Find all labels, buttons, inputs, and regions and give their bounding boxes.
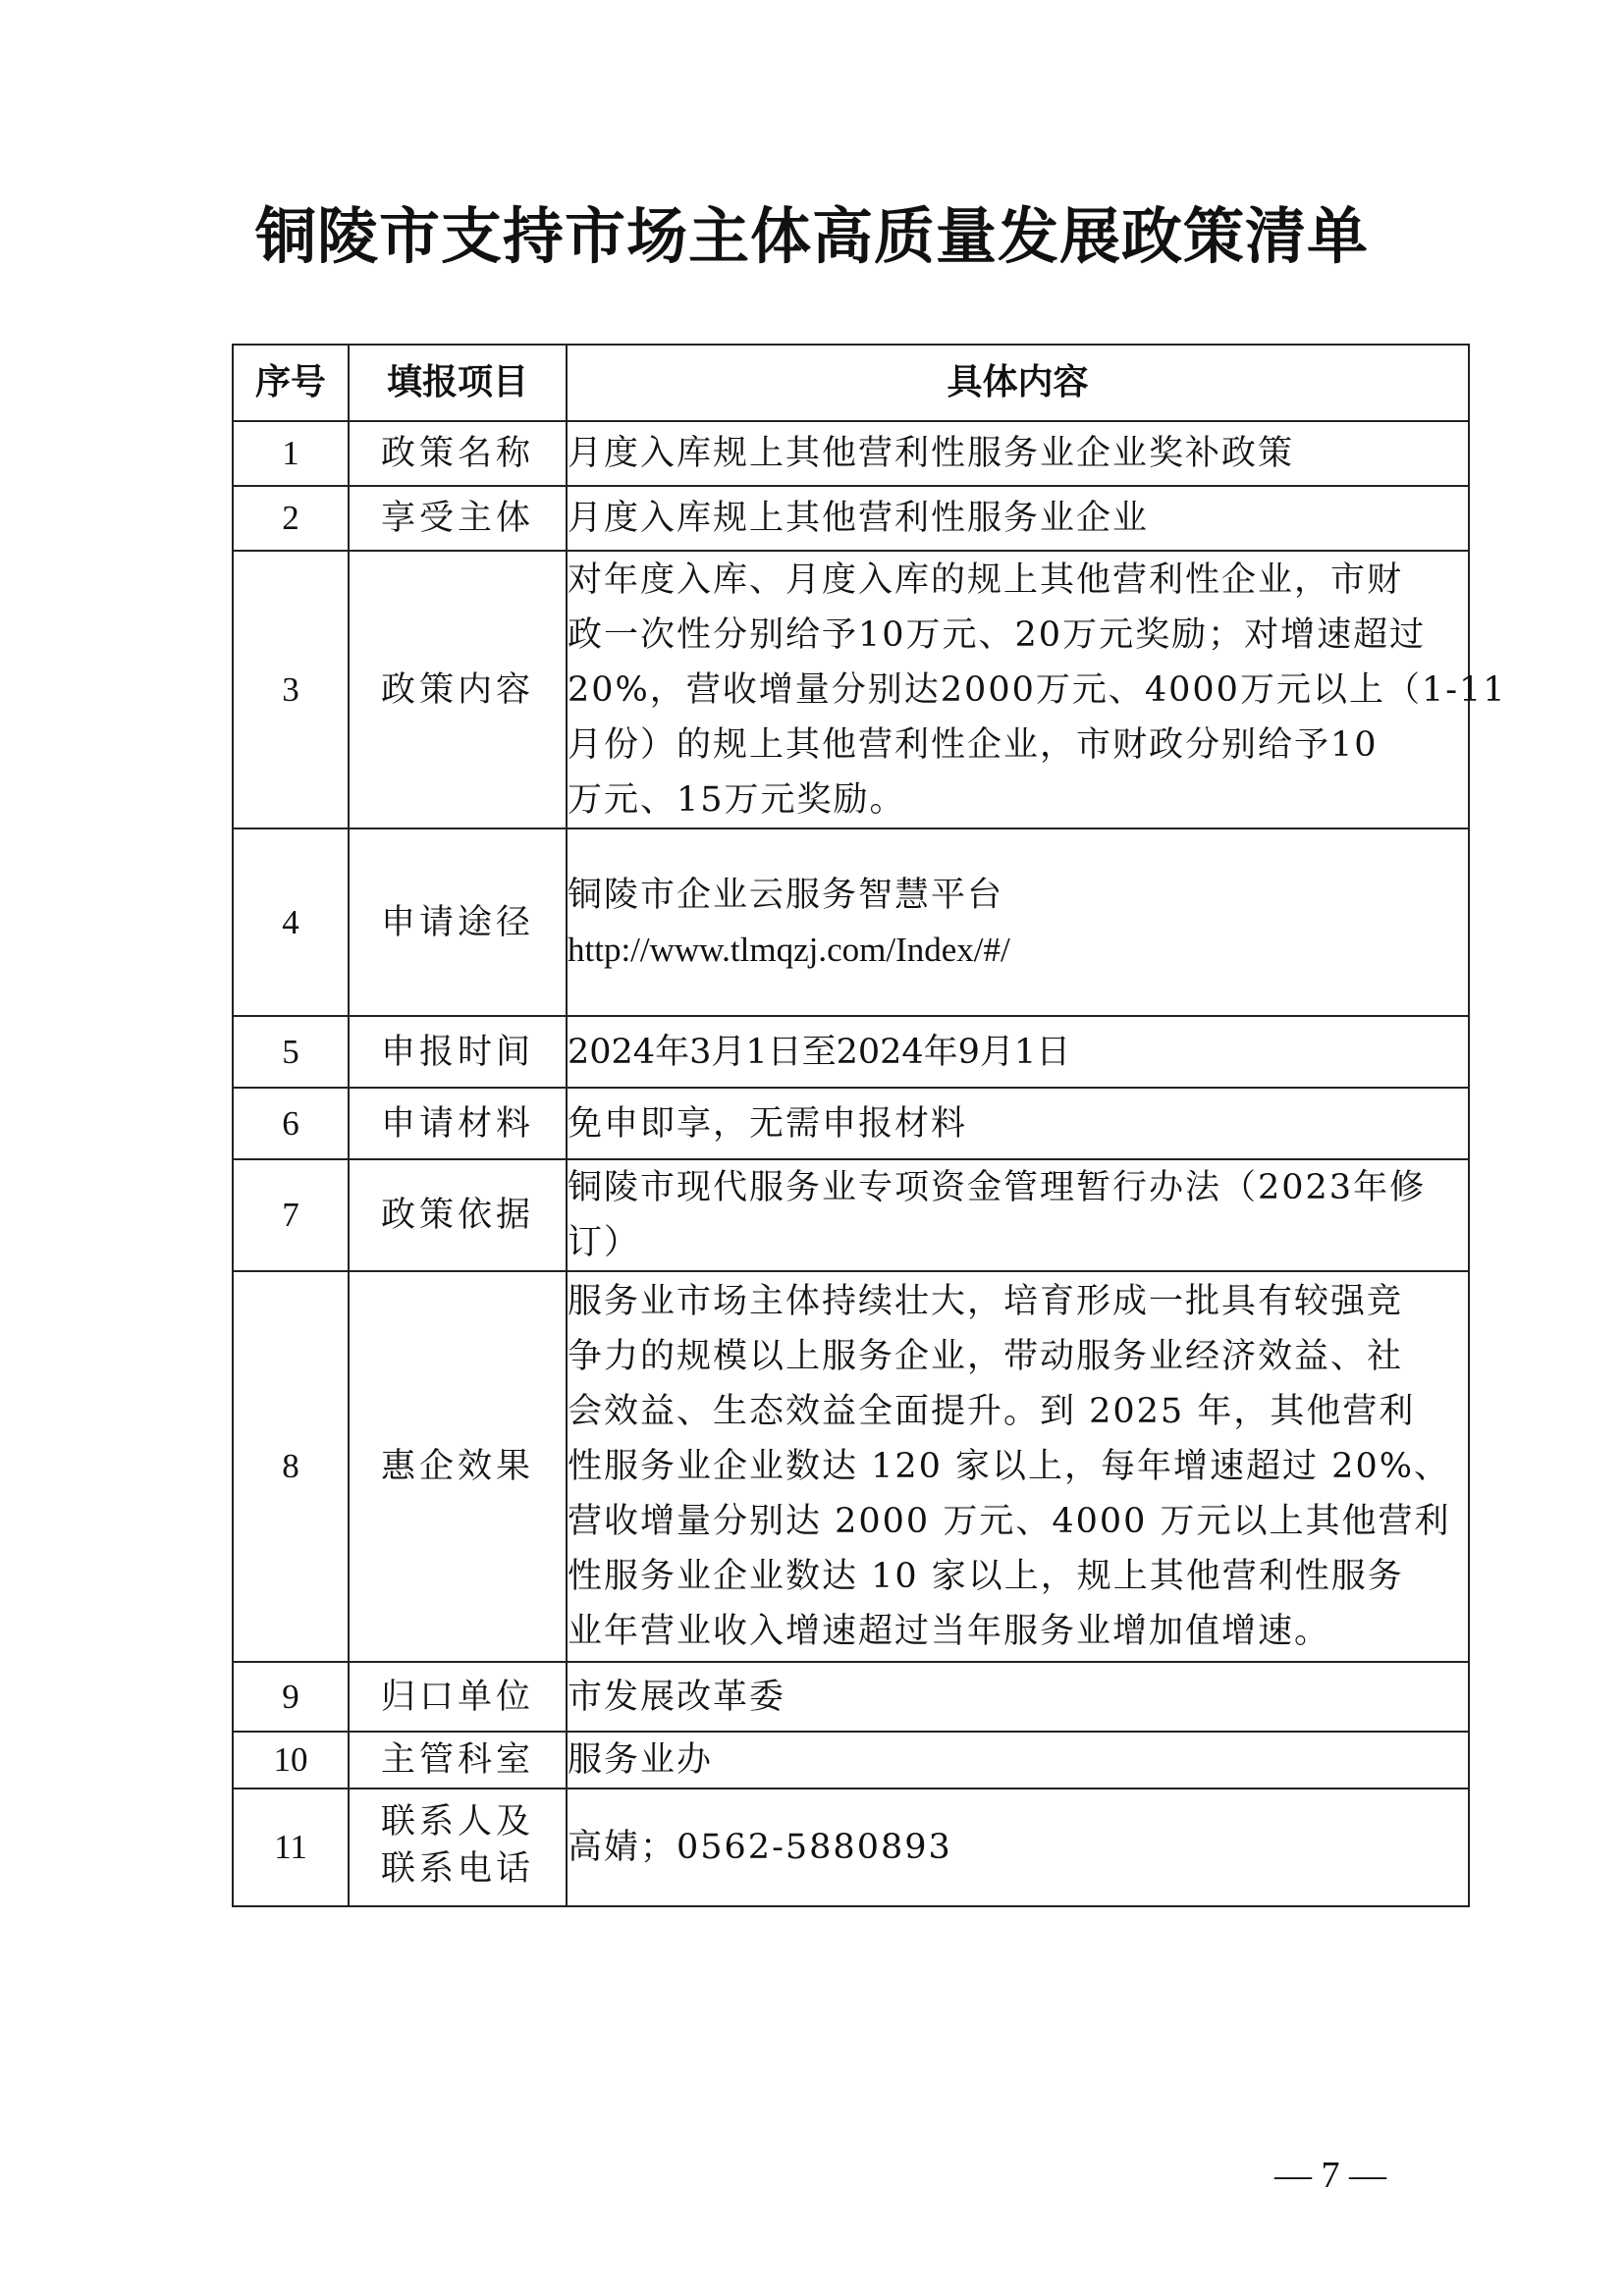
- content-line: 会效益、生态效益全面提升。到 2025 年，其他营利: [568, 1392, 1416, 1431]
- row-item: 申请途径: [349, 828, 567, 1016]
- table-row: [233, 1159, 1469, 1271]
- content-line: 铜陵市现代服务业专项资金管理暂行办法（2023年修: [568, 1168, 1427, 1207]
- content-line: 20%，营收增量分别达2000万元、4000万元以上（1-11: [568, 669, 1507, 710]
- row-content: [567, 1088, 1469, 1159]
- table-row: [233, 486, 1469, 551]
- content-line: 性服务业企业数达 120 家以上，每年增速超过 20%、: [568, 1447, 1450, 1486]
- row-item: [349, 1789, 567, 1906]
- content-line: 性服务业企业数达 10 家以上，规上其他营利性服务: [568, 1557, 1404, 1596]
- row-content: [567, 828, 1469, 1016]
- table-row: [233, 551, 1469, 828]
- content-line: 争力的规模以上服务企业，带动服务业经济效益、社: [568, 1337, 1404, 1376]
- row-content: [567, 1016, 1469, 1088]
- row-item: 惠企效果: [349, 1271, 567, 1662]
- content-line: 服务业办: [568, 1740, 714, 1780]
- row-number: 11: [233, 1789, 349, 1906]
- row-number: 7: [233, 1159, 349, 1271]
- row-item: 主管科室: [349, 1732, 567, 1789]
- table-row: [233, 1732, 1469, 1789]
- row-number: 10: [233, 1732, 349, 1789]
- table-row: [233, 1016, 1469, 1088]
- content-line: 月份）的规上其他营利性企业，市财政分别给予10: [568, 724, 1379, 765]
- row-content: [567, 421, 1469, 486]
- row-item-line: 联系电话: [380, 1849, 534, 1889]
- content-line: 2024年3月1日至2024年9月1日: [568, 1032, 1071, 1072]
- row-number: 5: [233, 1016, 349, 1088]
- content-line: 政一次性分别给予10万元、20万元奖励；对增速超过: [568, 614, 1427, 655]
- row-number: 9: [233, 1662, 349, 1732]
- content-line: 市发展改革委: [568, 1677, 786, 1717]
- policy-table: [232, 344, 1507, 1907]
- row-content: [567, 1159, 1469, 1271]
- table-row: [233, 1271, 1469, 1662]
- row-item: 政策内容: [349, 551, 567, 828]
- table-row: [233, 1088, 1469, 1159]
- page-number: — 7 —: [1274, 2155, 1386, 2196]
- row-number: 1: [233, 421, 349, 486]
- row-item: 享受主体: [349, 486, 567, 551]
- table-row: [233, 828, 1469, 1016]
- content-line: 服务业市场主体持续壮大，培育形成一批具有较强竞: [568, 1282, 1404, 1321]
- row-content: [567, 1662, 1469, 1732]
- content-line: 业年营业收入增速超过当年服务业增加值增速。: [568, 1612, 1331, 1651]
- table-header-row: [233, 345, 1469, 421]
- content-line: 月度入库规上其他营利性服务业企业: [568, 499, 1150, 538]
- content-line: 铜陵市企业云服务智慧平台: [568, 875, 1004, 915]
- content-line: 对年度入库、月度入库的规上其他营利性企业，市财: [568, 560, 1404, 600]
- row-content: [567, 1271, 1469, 1662]
- table-row: [233, 1789, 1469, 1906]
- row-item: 申报时间: [349, 1016, 567, 1088]
- content-line: 免申即享，无需申报材料: [568, 1103, 968, 1144]
- table-row: [233, 421, 1469, 486]
- row-number: 3: [233, 551, 349, 828]
- header-content: 具体内容: [567, 345, 1469, 421]
- row-number: 6: [233, 1088, 349, 1159]
- row-number: 8: [233, 1271, 349, 1662]
- application-url: http://www.tlmqzj.com/Index/#/: [568, 930, 1010, 969]
- content-line: 万元、15万元奖励。: [568, 779, 906, 820]
- row-content: [567, 1732, 1469, 1789]
- row-content: [567, 551, 1507, 828]
- content-line: 订）: [568, 1223, 641, 1262]
- row-number: 4: [233, 828, 349, 1016]
- row-item-line: 联系人及: [380, 1802, 534, 1842]
- row-item: 申请材料: [349, 1088, 567, 1159]
- row-item: 政策名称: [349, 421, 567, 486]
- header-serial-number: 序号: [233, 345, 349, 421]
- row-content: [567, 1789, 1469, 1906]
- page-title: 铜陵市支持市场主体高质量发展政策清单: [254, 200, 1369, 272]
- header-item: 填报项目: [349, 345, 567, 421]
- contact-info: 高婧；0562-5880893: [568, 1828, 952, 1867]
- content-line: 营收增量分别达 2000 万元、4000 万元以上其他营利: [568, 1502, 1451, 1541]
- row-content: [567, 486, 1469, 551]
- row-item: 归口单位: [349, 1662, 567, 1732]
- content-line: 月度入库规上其他营利性服务业企业奖补政策: [568, 434, 1295, 473]
- table-row: [233, 1662, 1469, 1732]
- row-item: 政策依据: [349, 1159, 567, 1271]
- row-number: 2: [233, 486, 349, 551]
